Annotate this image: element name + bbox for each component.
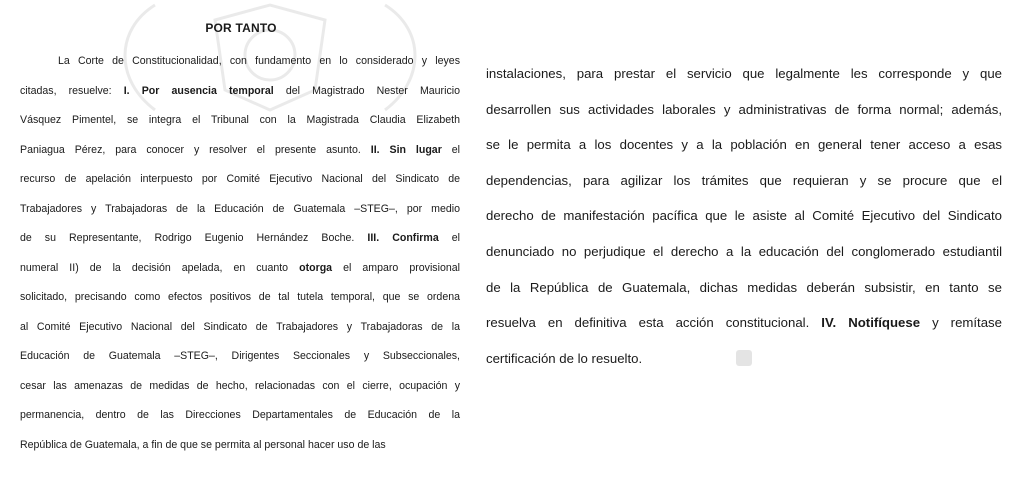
- text-segment: La Corte de Constitucionalidad, con fundamento en lo considerado y leyes: [58, 55, 460, 67]
- right-line-1: [486, 64, 1002, 84]
- left-line-14: [20, 437, 460, 453]
- left-line-9: [20, 289, 460, 305]
- left-line-8: [20, 260, 460, 276]
- left-line-7: [20, 230, 460, 246]
- text-segment: Paniagua Pérez, para conocer y resolver el presente asunto.: [20, 143, 371, 156]
- right-line-8: [486, 313, 1002, 333]
- bold-text: III. Confirma: [367, 232, 439, 244]
- text-segment: dependencias, para agilizar los trámites que requieran y se procure que el: [486, 172, 1002, 188]
- text-segment: resuelva en definitiva esta acción constitucional.: [486, 315, 822, 331]
- left-line-1: [20, 53, 460, 69]
- left-line-13: [20, 407, 460, 423]
- text-segment: permanencia, dentro de las Direcciones Departamentales de Educación de la: [20, 409, 460, 421]
- text-segment: al Comité Ejecutivo Nacional del Sindicato de Trabajadores y Trabajadoras de la: [20, 320, 460, 333]
- text-segment: y remítase: [920, 315, 1002, 331]
- section-heading: POR TANTO: [205, 21, 277, 35]
- text-segment: de la República de Guatemala, dichas medidas deberán subsistir, en tanto se: [486, 279, 1002, 295]
- text-segment: del Magistrado Nester Mauricio: [273, 84, 460, 97]
- left-line-6: [20, 201, 460, 217]
- text-segment: derecho de manifestación pacífica que le asiste al Comité Ejecutivo del Sindicato: [486, 208, 1002, 224]
- text-segment: República de Guatemala, a fin de que se permita al personal hacer uso de las: [20, 438, 386, 451]
- text-segment: recurso de apelación interpuesto por Comité Ejecutivo Nacional del Sindicato de: [20, 173, 460, 185]
- text-segment: Vásquez Pimentel, se integra el Tribunal con la Magistrada Claudia Elizabeth: [20, 114, 460, 126]
- text-segment: cesar las amenazas de medidas de hecho, relacionadas con el cierre, ocupación y: [20, 379, 460, 392]
- text-segment: se le permita a los docentes y a la población en general tener acceso a esas: [486, 137, 1002, 153]
- bold-text: otorga: [299, 261, 333, 274]
- text-segment: el amparo provisional: [332, 261, 460, 274]
- left-line-5: [20, 171, 460, 187]
- right-line-9: [486, 349, 1002, 369]
- text-segment: certificación de lo resuelto.: [486, 350, 643, 366]
- left-line-3: [20, 112, 460, 128]
- left-line-2: [20, 83, 460, 99]
- bold-text: IV. Notifíquese: [821, 315, 921, 331]
- text-segment: Educación de Guatemala –STEG–, Dirigentes Seccionales y Subseccionales,: [20, 350, 460, 362]
- text-segment: denunciado no perjudique el derecho a la educación del conglomerado estudiantil: [486, 244, 1002, 259]
- left-line-4: [20, 142, 460, 158]
- bold-text: I. Por ausencia temporal: [123, 84, 274, 97]
- left-line-10: [20, 319, 460, 335]
- text-segment: de su Representante, Rodrigo Eugenio Hernández Boche.: [20, 232, 368, 244]
- text-segment: el: [438, 232, 460, 244]
- text-segment: numeral II) de la decisión apelada, en cuanto: [20, 261, 300, 274]
- text-segment: citadas, resuelve:: [20, 84, 124, 97]
- right-line-2: [486, 100, 1002, 120]
- right-line-4: [486, 171, 1002, 191]
- right-line-6: [486, 242, 1002, 262]
- left-line-11: [20, 348, 460, 364]
- text-segment: el: [441, 143, 460, 156]
- text-segment: desarrollen sus actividades laborales y administrativas de forma normal; además,: [486, 101, 1002, 117]
- right-line-5: [486, 206, 1002, 226]
- left-line-12: [20, 378, 460, 394]
- text-segment: instalaciones, para prestar el servicio que legalmente les corresponde y que: [486, 66, 1002, 81]
- text-segment: solicitado, precisando como efectos positivos de tal tutela temporal, que se ordena: [20, 291, 460, 303]
- right-line-7: [486, 278, 1002, 298]
- text-segment: Trabajadores y Trabajadoras de la Educación de Guatemala –STEG–, por medio: [20, 202, 460, 215]
- bold-text: II. Sin lugar: [370, 143, 442, 156]
- right-line-3: [486, 135, 1002, 155]
